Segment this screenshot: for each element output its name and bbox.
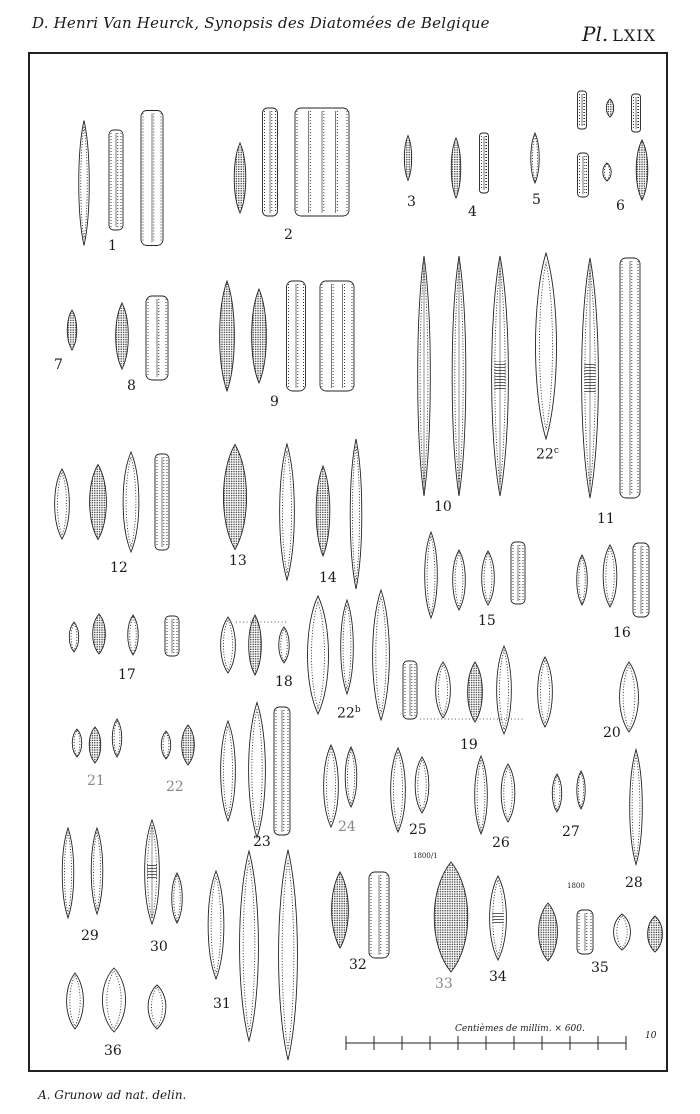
- figure-label-23: 23: [253, 834, 271, 850]
- diatom-valve: [234, 143, 246, 213]
- valve-outline: [223, 445, 246, 550]
- diatom-valve: [89, 727, 101, 763]
- figure-label-4: 4: [468, 204, 477, 220]
- diatom-valve: [221, 721, 236, 821]
- diatom-valve: [345, 747, 357, 807]
- plate-header-title: D. Henri Van Heurck, Synopsis des Diatomées de Belgique: [32, 14, 490, 32]
- diatom-valve: [279, 627, 290, 663]
- diatom-valve: [145, 820, 160, 924]
- diatom-valve: [308, 596, 329, 714]
- figure-label-36: 36: [104, 1043, 122, 1059]
- valve-outline: [436, 662, 451, 718]
- valve-outline: [620, 662, 639, 732]
- valve-outline: [341, 600, 354, 694]
- diatom-valve: [578, 91, 587, 129]
- diatom-valve: [220, 281, 235, 391]
- figure-label-17: 17: [118, 667, 136, 683]
- diatom-valve: [453, 550, 466, 610]
- figure-label-31: 31: [213, 996, 231, 1012]
- figure-label-24: 24: [338, 819, 356, 835]
- diatom-valve: [373, 590, 390, 720]
- diatom-valve: [511, 542, 525, 604]
- diatom-valve: [404, 136, 411, 181]
- valve-outline: [67, 973, 84, 1029]
- diatom-valve: [123, 452, 139, 552]
- diatom-valve: [280, 444, 295, 580]
- valve-outline: [279, 850, 298, 1060]
- figure-label-30: 30: [150, 939, 168, 955]
- figure-label-3: 3: [407, 194, 416, 210]
- diatom-valve: [391, 748, 406, 832]
- valve-outline: [116, 303, 129, 369]
- diatom-valve: [182, 725, 195, 765]
- diatom-valve: [578, 153, 589, 197]
- diatom-valve: [165, 616, 179, 656]
- diatom-valve: [55, 469, 70, 539]
- diatom-valve: [316, 466, 330, 556]
- plate-roman-numeral: LXIX: [612, 26, 656, 45]
- valve-outline: [468, 662, 483, 722]
- valve-outline: [55, 469, 70, 539]
- valve-outline: [182, 725, 195, 765]
- figure-label-9: 9: [270, 394, 279, 410]
- girdle-view-outline: [320, 281, 354, 391]
- valve-outline: [603, 545, 617, 607]
- figure-label-16: 16: [613, 625, 631, 641]
- magnification-mark-35: 1800: [567, 882, 585, 890]
- diatom-valve: [620, 662, 639, 732]
- valve-outline: [148, 985, 166, 1029]
- figure-label-22b-number: 22: [337, 705, 355, 722]
- figure-label-18: 18: [275, 674, 293, 690]
- valve-outline: [415, 757, 429, 813]
- valve-outline: [536, 253, 557, 439]
- valve-outline: [538, 657, 553, 727]
- valve-outline: [648, 916, 663, 952]
- diatom-valve: [434, 862, 468, 972]
- valve-outline: [279, 627, 290, 663]
- valve-outline: [123, 452, 139, 552]
- diatom-valve: [67, 973, 84, 1029]
- diatom-valve: [67, 310, 76, 350]
- valve-outline: [606, 99, 613, 117]
- diatom-valve: [468, 662, 483, 722]
- figure-label-13: 13: [229, 553, 247, 569]
- plate-prefix: Pl.: [582, 22, 609, 46]
- diatom-valve: [497, 646, 512, 734]
- diatom-valve: [116, 303, 129, 369]
- diatom-valve: [630, 750, 643, 865]
- diatom-valve: [109, 130, 123, 230]
- valve-outline: [72, 729, 81, 757]
- valve-outline: [161, 731, 170, 759]
- diatom-valve: [90, 465, 107, 540]
- figure-label-11: 11: [597, 511, 615, 527]
- diatom-valve: [425, 532, 438, 618]
- diatom-valve: [415, 757, 429, 813]
- valve-outline: [404, 136, 411, 181]
- valve-outline: [497, 646, 512, 734]
- diatom-valve: [295, 108, 349, 216]
- diatom-valve: [632, 94, 641, 132]
- diatom-valve: [102, 968, 125, 1032]
- valve-outline: [249, 703, 266, 838]
- diatom-valve: [263, 108, 278, 216]
- diatom-valve: [72, 729, 81, 757]
- diatom-valve: [436, 662, 451, 718]
- figure-label-34: 34: [489, 969, 507, 985]
- valve-outline: [453, 550, 466, 610]
- valve-outline: [482, 551, 495, 605]
- diatom-valve: [341, 600, 354, 694]
- figure-label-8: 8: [127, 378, 136, 394]
- diatom-valve: [501, 764, 515, 822]
- diatom-valve: [482, 551, 495, 605]
- diatom-valve: [249, 703, 266, 838]
- diatom-valve: [208, 871, 224, 979]
- valve-outline: [539, 903, 558, 961]
- valve-outline: [636, 140, 648, 200]
- diatom-valve: [536, 253, 557, 439]
- diatom-valve: [490, 876, 507, 960]
- figure-label-7: 7: [54, 357, 63, 373]
- figure-label-22: 22: [166, 779, 184, 795]
- diatom-valve: [79, 121, 90, 246]
- figure-label-26: 26: [492, 835, 510, 851]
- diatom-valve: [148, 985, 166, 1029]
- figure-label-12: 12: [110, 560, 128, 576]
- diatom-valve: [582, 258, 599, 498]
- valve-outline: [316, 466, 330, 556]
- valve-outline: [102, 968, 125, 1032]
- valve-outline: [350, 439, 362, 589]
- figure-label-25: 25: [409, 822, 427, 838]
- valve-outline: [220, 281, 235, 391]
- diatom-valve: [475, 756, 488, 834]
- valve-outline: [221, 617, 236, 673]
- diatom-valve: [252, 289, 267, 383]
- diatom-valve: [249, 615, 262, 675]
- diatom-valve: [636, 140, 648, 200]
- valve-outline: [252, 289, 267, 383]
- valve-outline: [501, 764, 515, 822]
- diatom-valve: [480, 133, 489, 193]
- figure-label-35: 35: [591, 960, 609, 976]
- diatom-valve: [633, 543, 649, 617]
- diatom-valve: [172, 873, 183, 923]
- magnification-mark-33: 1800/1: [413, 852, 438, 860]
- diatom-valve: [324, 745, 339, 827]
- diatom-valve: [320, 281, 354, 391]
- figure-label-20: 20: [603, 725, 621, 741]
- diatom-valve: [603, 545, 617, 607]
- diatom-valve: [223, 445, 246, 550]
- diatom-valve: [141, 111, 163, 246]
- figure-label-19: 19: [460, 737, 478, 753]
- valve-outline: [280, 444, 295, 580]
- valve-outline: [234, 143, 246, 213]
- valve-outline: [391, 748, 406, 832]
- figure-label-29: 29: [81, 928, 99, 944]
- valve-outline: [90, 465, 107, 540]
- diatom-valve: [492, 256, 509, 496]
- diatom-valve: [531, 133, 539, 183]
- diatom-valve: [539, 903, 558, 961]
- diatom-valve: [62, 828, 74, 918]
- valve-outline: [91, 828, 103, 914]
- figure-label-33: 33: [435, 976, 453, 992]
- figure-label-27: 27: [562, 824, 580, 840]
- figure-label-14: 14: [319, 570, 337, 586]
- valve-outline: [62, 828, 74, 918]
- valve-outline: [208, 871, 224, 979]
- diatom-valve: [418, 256, 431, 496]
- diatom-valve: [161, 731, 170, 759]
- diatom-valve: [146, 296, 168, 380]
- valve-outline: [332, 872, 349, 948]
- diatom-valve: [279, 850, 298, 1060]
- valve-outline: [425, 532, 438, 618]
- valve-outline: [451, 138, 460, 198]
- figure-label-10: 10: [434, 499, 452, 515]
- valve-outline: [67, 310, 76, 350]
- central-area-striae: [492, 911, 503, 925]
- valve-outline: [69, 622, 78, 652]
- figure-label-21: 21: [87, 773, 105, 789]
- diatom-valve: [369, 872, 389, 958]
- valve-outline: [434, 862, 468, 972]
- diatom-valve: [648, 916, 663, 952]
- diatom-valve: [128, 615, 139, 655]
- figure-label-5: 5: [532, 192, 541, 208]
- diatom-valve: [620, 258, 640, 498]
- valve-outline: [249, 615, 262, 675]
- valve-outline: [128, 615, 139, 655]
- figure-label-6: 6: [616, 198, 625, 214]
- figure-label-32: 32: [349, 957, 367, 973]
- diatom-valve: [93, 614, 106, 654]
- figure-label-1: 1: [108, 238, 117, 254]
- scale-caption: Centièmes de millim. × 600.: [455, 1024, 585, 1034]
- diatom-valve: [452, 256, 466, 496]
- diatom-valve: [538, 657, 553, 727]
- figure-label-15: 15: [478, 613, 496, 629]
- valve-outline: [324, 745, 339, 827]
- diatom-valve: [603, 163, 611, 181]
- diatom-valve: [155, 454, 169, 550]
- diatom-valve: [91, 828, 103, 914]
- diatom-valve: [240, 851, 259, 1041]
- diatom-valve: [221, 617, 236, 673]
- valve-outline: [614, 914, 631, 950]
- diatom-valve: [274, 707, 290, 835]
- diatom-valve: [451, 138, 460, 198]
- valve-outline: [373, 590, 390, 720]
- figure-label-2: 2: [284, 227, 293, 243]
- artist-credit: A. Grunow ad nat. delin.: [38, 1088, 187, 1102]
- diatom-valve: [287, 281, 306, 391]
- valve-outline: [308, 596, 329, 714]
- diatom-valve: [403, 661, 417, 719]
- figure-label-22c-number: 22: [536, 446, 554, 463]
- valve-outline: [93, 614, 106, 654]
- diatom-valve: [577, 910, 593, 954]
- valve-outline: [240, 851, 259, 1041]
- valve-outline: [89, 727, 101, 763]
- valve-outline: [345, 747, 357, 807]
- diatom-valve: [577, 555, 588, 605]
- figure-label-22c-suffix: c: [553, 446, 559, 456]
- diatom-valve: [606, 99, 613, 117]
- scale-end-label: 10: [645, 1031, 657, 1041]
- figure-label-22c: [536, 446, 559, 463]
- figure-label-22b: [337, 705, 361, 722]
- diatom-valve: [69, 622, 78, 652]
- valve-outline: [630, 750, 643, 865]
- diatom-valve: [552, 774, 561, 812]
- diatom-valve: [614, 914, 631, 950]
- figure-label-22b-suffix: b: [354, 705, 361, 715]
- diatom-valve: [577, 771, 585, 809]
- valve-outline: [221, 721, 236, 821]
- diatom-valve: [112, 719, 121, 757]
- diatom-valve: [350, 439, 362, 589]
- figure-label-28: 28: [625, 875, 643, 891]
- valve-outline: [475, 756, 488, 834]
- diatom-valve: [332, 872, 349, 948]
